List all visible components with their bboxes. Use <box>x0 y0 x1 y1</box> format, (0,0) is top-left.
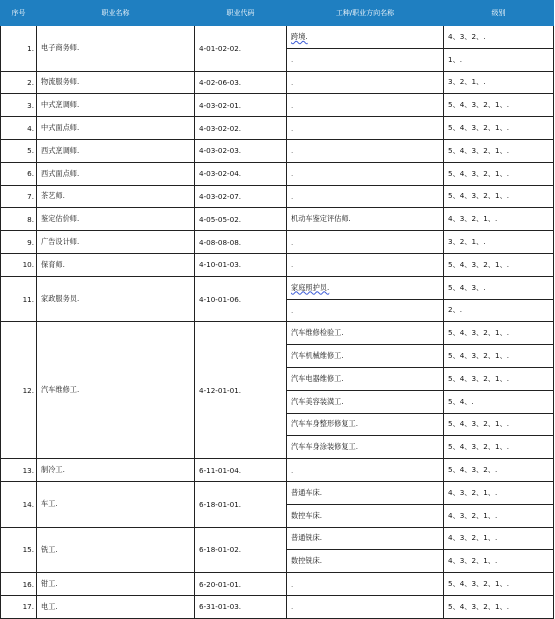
cell-direction: . <box>287 71 444 94</box>
cell-direction: . <box>287 299 444 322</box>
cell-direction: 汽车美容装潢工. <box>287 390 444 413</box>
table-header-row <box>1 1 554 26</box>
cell-level: 5、4、3、2、1、. <box>444 117 554 140</box>
cell-occupation-code: 4-03-02-03. <box>195 139 287 162</box>
cell-level: 1、. <box>444 48 554 71</box>
cell-direction: 机动车鉴定评估师. <box>287 208 444 231</box>
cell-occupation-code: 4-03-02-04. <box>195 162 287 185</box>
table-row <box>1 527 554 550</box>
cell-direction: . <box>287 231 444 254</box>
cell-occupation-name: 铣工. <box>37 527 195 573</box>
cell-level: 5、4、3、. <box>444 276 554 299</box>
cell-occupation-name: 中式烹调师. <box>37 94 195 117</box>
cell-level: 4、3、2、. <box>444 26 554 49</box>
cell-level: 5、4、3、2、. <box>444 459 554 482</box>
cell-level: 5、4、3、2、1、. <box>444 322 554 345</box>
cell-seq: 10. <box>1 253 37 276</box>
cell-occupation-name: 保育师. <box>37 253 195 276</box>
cell-seq: 7. <box>1 185 37 208</box>
cell-level: 5、4、3、2、1、. <box>444 436 554 459</box>
table-row <box>1 71 554 94</box>
cell-level: 2、. <box>444 299 554 322</box>
cell-direction: 汽车机械维修工. <box>287 345 444 368</box>
cell-occupation-code: 6-11-01-04. <box>195 459 287 482</box>
cell-level: 4、3、2、1、. <box>444 527 554 550</box>
cell-seq: 17. <box>1 595 37 618</box>
cell-direction: . <box>287 117 444 140</box>
cell-direction: 数控铣床. <box>287 550 444 573</box>
cell-level: 4、3、2、1、. <box>444 550 554 573</box>
cell-direction: . <box>287 573 444 596</box>
cell-direction: 普通铣床. <box>287 527 444 550</box>
cell-level: 5、4、3、2、1、. <box>444 367 554 390</box>
cell-occupation-code: 6-18-01-01. <box>195 481 287 527</box>
cell-seq: 2. <box>1 71 37 94</box>
cell-level: 4、3、2、1、. <box>444 504 554 527</box>
cell-seq: 1. <box>1 26 37 72</box>
header-direction: 工种/职业方向名称 <box>287 1 444 26</box>
cell-occupation-name: 物流服务师. <box>37 71 195 94</box>
table-body <box>1 26 554 619</box>
cell-occupation-name: 西式面点师. <box>37 162 195 185</box>
cell-seq: 3. <box>1 94 37 117</box>
cell-direction: . <box>287 253 444 276</box>
cell-direction: . <box>287 595 444 618</box>
table-row <box>1 185 554 208</box>
cell-direction: . <box>287 185 444 208</box>
cell-occupation-code: 4-03-02-02. <box>195 117 287 140</box>
cell-occupation-name: 广告设计师. <box>37 231 195 254</box>
cell-level: 5、4、3、2、1、. <box>444 139 554 162</box>
table-row <box>1 117 554 140</box>
table-row <box>1 208 554 231</box>
cell-level: 5、4、3、2、1、. <box>444 573 554 596</box>
header-level: 级别 <box>444 1 554 26</box>
cell-seq: 12. <box>1 322 37 459</box>
cell-level: 5、4、3、2、1、. <box>444 345 554 368</box>
cell-seq: 4. <box>1 117 37 140</box>
cell-level: 5、4、. <box>444 390 554 413</box>
cell-seq: 14. <box>1 481 37 527</box>
cell-direction: 汽车维修检验工. <box>287 322 444 345</box>
table-row <box>1 231 554 254</box>
cell-occupation-code: 6-18-01-02. <box>195 527 287 573</box>
cell-direction: . <box>287 48 444 71</box>
cell-level: 4、3、2、1、. <box>444 208 554 231</box>
cell-seq: 15. <box>1 527 37 573</box>
cell-occupation-code: 4-10-01-06. <box>195 276 287 322</box>
cell-occupation-name: 鉴定估价师. <box>37 208 195 231</box>
cell-direction: 汽车车身整形修复工. <box>287 413 444 436</box>
cell-occupation-name: 钳工. <box>37 573 195 596</box>
cell-direction: 汽车电器维修工. <box>287 367 444 390</box>
table-row <box>1 322 554 345</box>
cell-level: 5、4、3、2、1、. <box>444 413 554 436</box>
cell-level: 4、3、2、1、. <box>444 481 554 504</box>
cell-direction: 普通车床. <box>287 481 444 504</box>
header-code: 职业代码 <box>195 1 287 26</box>
cell-level: 5、4、3、2、1、. <box>444 253 554 276</box>
table-row <box>1 26 554 49</box>
cell-occupation-name: 制冷工. <box>37 459 195 482</box>
cell-seq: 13. <box>1 459 37 482</box>
table-row <box>1 94 554 117</box>
header-seq: 序号 <box>1 1 37 26</box>
cell-level: 5、4、3、2、1、. <box>444 595 554 618</box>
cell-occupation-name: 电工. <box>37 595 195 618</box>
cell-level: 5、4、3、2、1、. <box>444 162 554 185</box>
cell-level: 5、4、3、2、1、. <box>444 185 554 208</box>
cell-direction: 家庭照护员. <box>287 276 444 299</box>
cell-level: 3、2、1、. <box>444 71 554 94</box>
cell-occupation-code: 6-20-01-01. <box>195 573 287 596</box>
cell-direction: 汽车车身涂装修复工. <box>287 436 444 459</box>
cell-occupation-code: 6-31-01-03. <box>195 595 287 618</box>
cell-occupation-code: 4-01-02-02. <box>195 26 287 72</box>
cell-seq: 16. <box>1 573 37 596</box>
cell-seq: 5. <box>1 139 37 162</box>
cell-occupation-code: 4-08-08-08. <box>195 231 287 254</box>
cell-occupation-code: 4-05-05-02. <box>195 208 287 231</box>
table-row <box>1 573 554 596</box>
cell-occupation-name: 西式烹调师. <box>37 139 195 162</box>
table-row <box>1 276 554 299</box>
cell-occupation-name: 中式面点师. <box>37 117 195 140</box>
cell-occupation-code: 4-12-01-01. <box>195 322 287 459</box>
header-name: 职业名称 <box>37 1 195 26</box>
cell-occupation-name: 家政服务员. <box>37 276 195 322</box>
table-row <box>1 139 554 162</box>
cell-occupation-code: 4-10-01-03. <box>195 253 287 276</box>
cell-direction: . <box>287 459 444 482</box>
cell-occupation-code: 4-03-02-01. <box>195 94 287 117</box>
cell-occupation-name: 茶艺师. <box>37 185 195 208</box>
cell-seq: 8. <box>1 208 37 231</box>
cell-seq: 9. <box>1 231 37 254</box>
cell-occupation-code: 4-02-06-03. <box>195 71 287 94</box>
cell-direction: . <box>287 94 444 117</box>
cell-direction: 数控车床. <box>287 504 444 527</box>
cell-direction: . <box>287 139 444 162</box>
table-row <box>1 481 554 504</box>
cell-occupation-code: 4-03-02-07. <box>195 185 287 208</box>
cell-occupation-name: 电子商务师. <box>37 26 195 72</box>
cell-occupation-name: 车工. <box>37 481 195 527</box>
table-row <box>1 162 554 185</box>
table-row <box>1 459 554 482</box>
cell-level: 5、4、3、2、1、. <box>444 94 554 117</box>
cell-level: 3、2、1、. <box>444 231 554 254</box>
table-row <box>1 253 554 276</box>
cell-seq: 6. <box>1 162 37 185</box>
cell-seq: 11. <box>1 276 37 322</box>
cell-direction: 跨境. <box>287 26 444 49</box>
cell-occupation-name: 汽车维修工. <box>37 322 195 459</box>
table-row <box>1 595 554 618</box>
cell-direction: . <box>287 162 444 185</box>
